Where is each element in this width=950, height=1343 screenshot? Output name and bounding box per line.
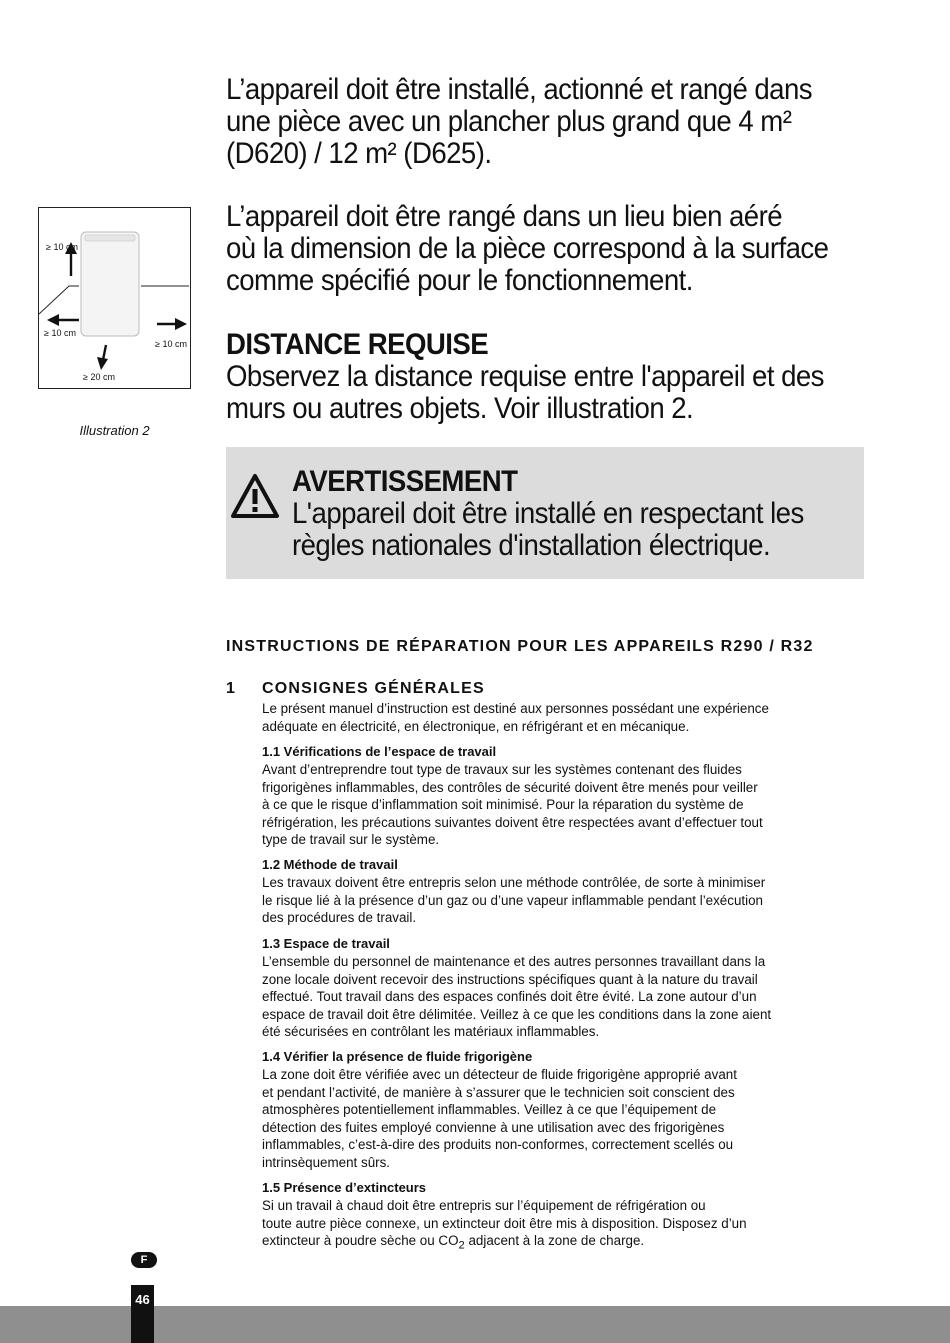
repair-title: INSTRUCTIONS DE RÉPARATION POUR LES APPAREILS R290 / R32 xyxy=(226,638,814,655)
subsection-1-3-text xyxy=(262,953,868,1041)
subsection-1-4-text xyxy=(262,1066,868,1171)
clearance-label-left: ≥ 10 cm xyxy=(44,328,76,338)
clearance-label-bottom: ≥ 20 cm xyxy=(83,372,115,382)
text-line: La zone doit être vérifiée avec un détecteur de fluide frigorigène approprié avant xyxy=(262,1067,737,1082)
text-line: règles nationales d'installation électrique. xyxy=(292,529,771,562)
text-line: Le présent manuel d’instruction est destiné aux personnes possédant une expérience xyxy=(262,701,769,716)
text-line: réfrigération, les précautions suivantes doivent être respectées avant d’effectuer tout xyxy=(262,814,763,830)
text-line: Observez la distance requise entre l'appareil et des xyxy=(226,360,824,393)
clearance-diagram xyxy=(39,208,189,387)
text-line: Si un travail à chaud doit être entrepris sur l’équipement de réfrigération ou xyxy=(262,1198,706,1213)
illustration-caption: Illustration 2 xyxy=(79,423,150,438)
page-number: 46 xyxy=(131,1285,154,1343)
text-line: comme spécifié pour le fonctionnement. xyxy=(226,264,693,297)
subsection-1-2-title: 1.2 Méthode de travail xyxy=(262,857,398,872)
section-title: CONSIGNES GÉNÉRALES xyxy=(262,680,485,697)
text-line: Les travaux doivent être entrepris selon une méthode contrôlée, de sorte à minimiser xyxy=(262,875,766,890)
text-line: détection des fuites employé convienne à une utilisation avec des frigorigènes xyxy=(262,1119,725,1135)
text-line: inflammables, c’est-à-dire des produits non-conformes, correctement scellés ou xyxy=(262,1137,734,1152)
intro-paragraph-1 xyxy=(226,74,833,170)
clearance-label-right: ≥ 10 cm xyxy=(155,339,187,349)
text-line: L’ensemble du personnel de maintenance et des autres personnes travaillant dans la xyxy=(262,954,766,969)
text-line: Avant d’entreprendre tout type de travaux sur les systèmes contenant des fluides xyxy=(262,762,742,777)
illustration-clearance xyxy=(38,207,191,389)
distance-text xyxy=(226,361,833,425)
text-line: L'appareil doit être installé en respectant les xyxy=(292,497,804,530)
text-line: toute autre pièce connexe, un extincteur doit être mis à disposition. Disposez d’un xyxy=(262,1215,747,1231)
text-line: où la dimension de la pièce correspond à la surface xyxy=(226,232,829,265)
section-number: 1 xyxy=(226,680,235,697)
intro-paragraph-2 xyxy=(226,201,833,297)
text-line: intrinsèquement sûrs. xyxy=(262,1154,391,1170)
warning-title: AVERTISSEMENT xyxy=(292,465,518,498)
text-line: frigorigènes inflammables, des contrôles de sécurité doivent être menés pour veiller xyxy=(262,779,758,795)
subsection-1-1-title: 1.1 Vérifications de l’espace de travail xyxy=(262,744,497,759)
text-fragment: adjacent à la zone de charge. xyxy=(464,1233,645,1248)
warning-box xyxy=(226,447,864,579)
section-intro xyxy=(262,700,868,735)
text-line: L’appareil doit être installé, actionné et rangé dans xyxy=(226,73,813,106)
subsection-1-4-title: 1.4 Vérifier la présence de fluide frigorigène xyxy=(262,1049,533,1064)
text-line: (D620) / 12 m² (D625). xyxy=(226,137,492,170)
subsection-1-3-title: 1.3 Espace de travail xyxy=(262,936,390,951)
text-line: et pendant l’activité, de manière à s’assurer que le technicien soit conscient des xyxy=(262,1084,735,1100)
text-fragment: extincteur à poudre sèche ou CO xyxy=(262,1233,459,1248)
subsection-1-2-text xyxy=(262,874,868,927)
clearance-label-top: ≥ 10 cm xyxy=(46,242,78,252)
text-line: des procédures de travail. xyxy=(262,910,417,925)
text-line: une pièce avec un plancher plus grand que 4 m² xyxy=(226,105,792,138)
text-line: espace de travail doit être délimitée. Veillez à ce que les conditions dans la zone aient xyxy=(262,1006,772,1022)
text-line: zone locale doivent recevoir des instructions spécifiques quant à la nature du travail xyxy=(262,971,758,987)
text-line: à ce que le risque d’inflammation soit minimisé. Pour la réparation du système de xyxy=(262,797,744,812)
text-line: le risque lié à la présence d’un gaz ou d’une vapeur inflammable pendant l’exécution xyxy=(262,892,763,908)
warning-triangle-icon xyxy=(230,473,280,519)
warning-text xyxy=(292,498,862,562)
subscript: 2 xyxy=(458,1239,465,1252)
text-line: type de travail sur le système. xyxy=(262,832,440,847)
subsection-1-5-title: 1.5 Présence d’extincteurs xyxy=(262,1180,427,1195)
text-line: été sécurisées en contrôlant les matériaux inflammables. xyxy=(262,1024,600,1039)
text-line xyxy=(262,1232,868,1255)
text-line: adéquate en électricité, en électronique, en réfrigérant et en mécanique. xyxy=(262,718,690,734)
subsection-1-1-text xyxy=(262,761,868,849)
text-line: atmosphères potentiellement inflammables. Veillez à ce que l’équipement de xyxy=(262,1102,717,1117)
distance-heading: DISTANCE REQUISE xyxy=(226,328,489,361)
text-line: effectué. Tout travail dans des espaces confinés doit être évité. La zone autour d’un xyxy=(262,989,757,1004)
text-line: L’appareil doit être rangé dans un lieu bien aéré xyxy=(226,200,783,233)
language-badge: F xyxy=(131,1252,157,1268)
text-line: murs ou autres objets. Voir illustration 2. xyxy=(226,392,694,425)
subsection-1-5-text xyxy=(262,1197,868,1255)
